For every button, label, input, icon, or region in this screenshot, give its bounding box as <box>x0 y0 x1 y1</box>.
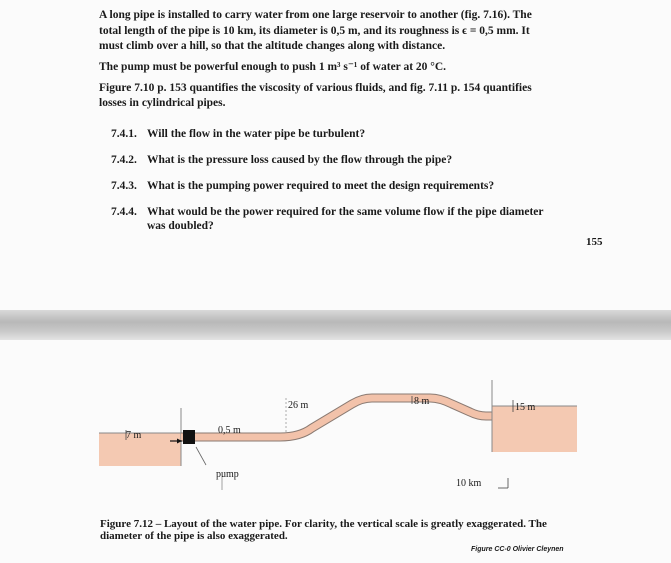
question-text: What is the pumping power required to meet the design requirements? <box>147 180 495 192</box>
figure-credit: Figure CC-0 Olivier Cleynen <box>471 546 564 553</box>
question-text: What would be the power required for the same volume flow if the pipe diameter <box>147 206 544 218</box>
question-7-4-1 <box>111 127 581 141</box>
page-number: 155 <box>586 236 603 248</box>
intro-line-1: A long pipe is installed to carry water from one large reservoir to another (fig. 7.16). The <box>99 9 532 21</box>
pipe-layout-diagram <box>0 340 671 515</box>
caption-line-2: diameter of the pipe is also exaggerated. <box>100 530 288 542</box>
question-text-continued: was doubled? <box>147 220 214 232</box>
label-7m: 7 m <box>126 430 142 441</box>
caption-line-1: Figure 7.12 – Layout of the water pipe. For clarity, the vertical scale is greatly exaggerated. The <box>100 518 547 530</box>
label-15m: 15 m <box>515 402 536 413</box>
question-text: What is the pressure loss caused by the flow through the pipe? <box>147 154 453 166</box>
question-number: 7.4.3. <box>111 180 137 192</box>
question-7-4-3 <box>111 179 581 193</box>
label-diameter: 0,5 m <box>218 425 241 436</box>
question-7-4-2 <box>111 153 581 167</box>
intro-line-3: must climb over a hill, so that the altitude changes along with distance. <box>99 40 446 52</box>
question-7-4-4 <box>111 205 581 233</box>
label-8m: 8 m <box>414 396 430 407</box>
intro-line-6: losses in cylindrical pipes. <box>99 97 226 109</box>
question-number: 7.4.4. <box>111 206 137 218</box>
page-divider <box>0 310 671 340</box>
pump-leader-line <box>196 447 206 465</box>
question-text: Will the flow in the water pipe be turbulent? <box>147 128 366 140</box>
intro-line-5: Figure 7.10 p. 153 quantifies the viscosity of various fluids, and fig. 7.11 p. 154 quantifies <box>99 82 532 94</box>
pump-icon <box>183 430 195 444</box>
intro-line-2: total length of the pipe is 10 km, its diameter is 0,5 m, and its roughness is ϵ = 0,5 mm. It <box>99 25 530 37</box>
question-number: 7.4.2. <box>111 154 137 166</box>
label-pump: pump <box>216 469 239 480</box>
label-10km: 10 km <box>456 478 482 489</box>
question-number: 7.4.1. <box>111 128 137 140</box>
label-26m: 26 m <box>288 400 309 411</box>
figure-caption <box>100 518 580 542</box>
intro-line-4: The pump must be powerful enough to push 1 m³ s⁻¹ of water at 20 °C. <box>99 61 447 73</box>
